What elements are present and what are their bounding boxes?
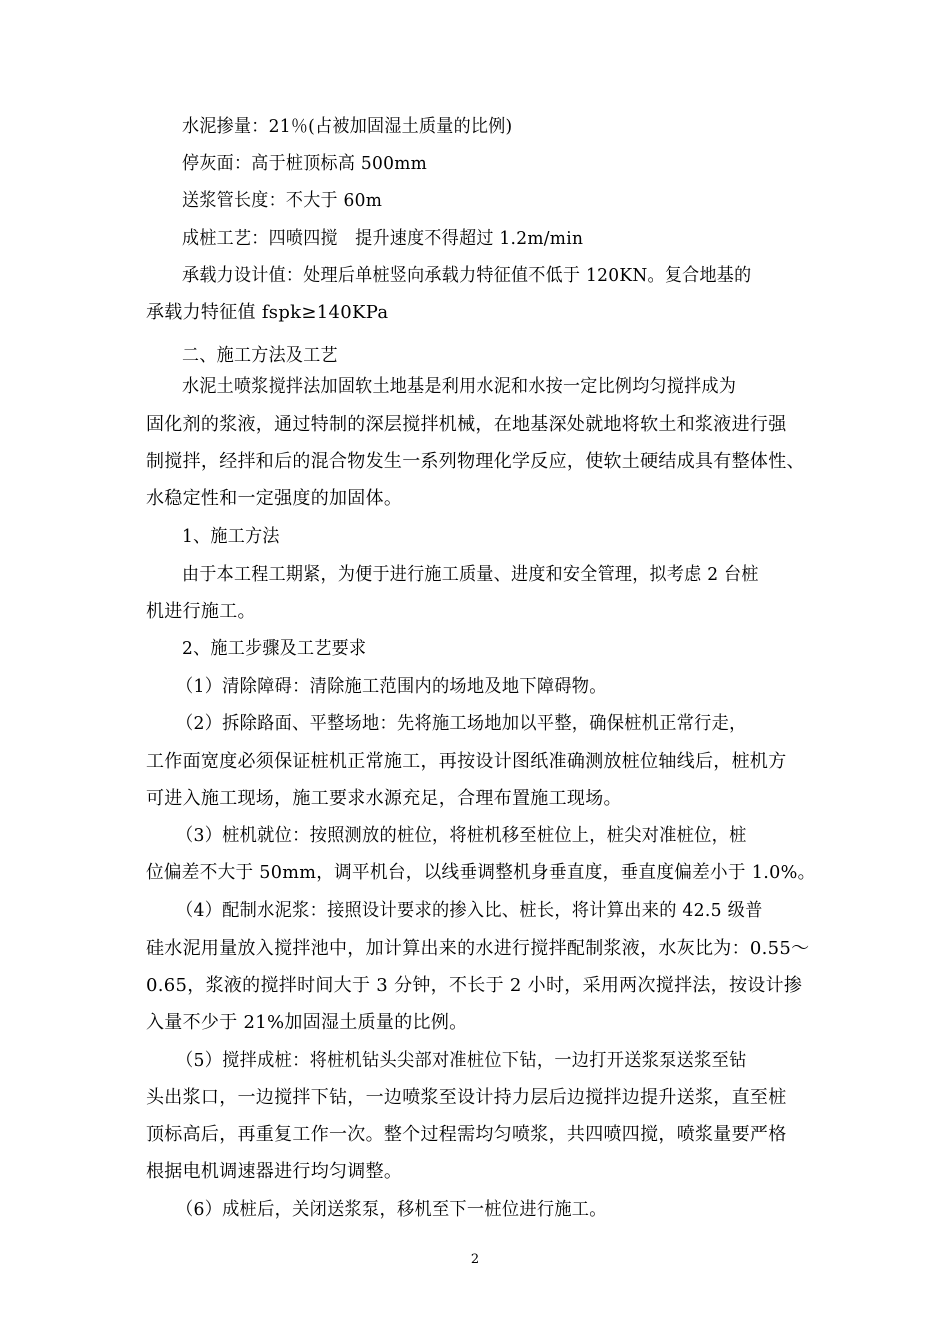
paragraph-line: 固化剂的浆液，通过特制的深层搅拌机械，在地基深处就地将软土和浆液进行强 — [146, 414, 787, 435]
param-bearing-capacity: 承载力设计值：处理后单桩竖向承载力特征值不低于 120KN。复合地基的 — [182, 265, 752, 286]
param-stop-ash-level: 停灰面：高于桩顶标高 500mm — [182, 153, 428, 174]
step-item: （1）清除障碍：清除施工范围内的场地及地下障碍物。 — [176, 676, 607, 697]
paragraph-line: 由于本工程工期紧，为便于进行施工质量、进度和安全管理，拟考虑 2 台桩 — [182, 564, 759, 585]
step-item: （5）搅拌成桩：将桩机钻头尖部对准桩位下钻，一边打开送浆泵送浆至钻 — [176, 1050, 747, 1071]
paragraph-line: 位偏差不大于 50mm，调平机台，以线垂调整机身垂直度，垂直度偏差小于 1.0%。 — [146, 862, 816, 883]
paragraph-line: 根据电机调速器进行均匀调整。 — [146, 1161, 403, 1182]
paragraph-line: 0.65，浆液的搅拌时间大于 3 分钟，不长于 2 小时，采用两次搅拌法，按设计掺 — [146, 975, 803, 996]
paragraph-line: 顶标高后，再重复工作一次。整个过程需均匀喷浆，共四喷四搅，喷浆量要严格 — [146, 1124, 787, 1145]
step-item: （4）配制水泥浆：接照设计要求的掺入比、桩长，将计算出来的 42.5 级普 — [176, 900, 763, 921]
subsection-heading: 1、施工方法 — [182, 526, 280, 547]
param-pipe-length: 送浆管长度：不大于 60m — [182, 190, 383, 211]
paragraph-line: 可进入施工现场，施工要求水源充足，合理布置施工现场。 — [146, 788, 622, 809]
paragraph-line: 工作面宽度必须保证桩机正常施工，再按设计图纸准确测放桩位轴线后，桩机方 — [146, 751, 787, 772]
param-cement-ratio: 水泥掺量：21％(占被加固湿土质量的比例) — [182, 116, 513, 137]
step-item: （3）桩机就位：按照测放的桩位，将桩机移至桩位上，桩尖对准桩位，桩 — [176, 825, 747, 846]
param-bearing-capacity-cont: 承载力特征值 fspk≥140KPa — [146, 302, 389, 323]
paragraph-line: 硅水泥用量放入搅拌池中，加计算出来的水进行搅拌配制浆液，水灰比为：0.55～ — [146, 938, 810, 959]
step-item: （2）拆除路面、平整场地：先将施工场地加以平整，确保桩机正常行走， — [176, 713, 747, 734]
paragraph-line: 水稳定性和一定强度的加固体。 — [146, 488, 403, 509]
param-pile-process: 成桩工艺：四喷四搅 提升速度不得超过 1.2m/min — [182, 228, 584, 249]
paragraph-line: 水泥土喷浆搅拌法加固软土地基是利用水泥和水按一定比例均匀搅拌成为 — [182, 376, 737, 397]
paragraph-line: 机进行施工。 — [146, 601, 256, 622]
paragraph-line: 头出浆口，一边搅拌下钻，一边喷浆至设计持力层后边搅拌边提升送浆，直至桩 — [146, 1087, 787, 1108]
paragraph-line: 制搅拌，经拌和后的混合物发生一系列物理化学反应，使软土硬结成具有整体性、 — [146, 451, 805, 472]
paragraph-line: 入量不少于 21%加固湿土质量的比例。 — [146, 1012, 468, 1033]
section-heading: 二、施工方法及工艺 — [182, 345, 338, 366]
page-number: 2 — [470, 1252, 480, 1267]
subsection-heading: 2、施工步骤及工艺要求 — [182, 638, 367, 659]
step-item: （6）成桩后，关闭送浆泵，移机至下一桩位进行施工。 — [176, 1199, 607, 1220]
